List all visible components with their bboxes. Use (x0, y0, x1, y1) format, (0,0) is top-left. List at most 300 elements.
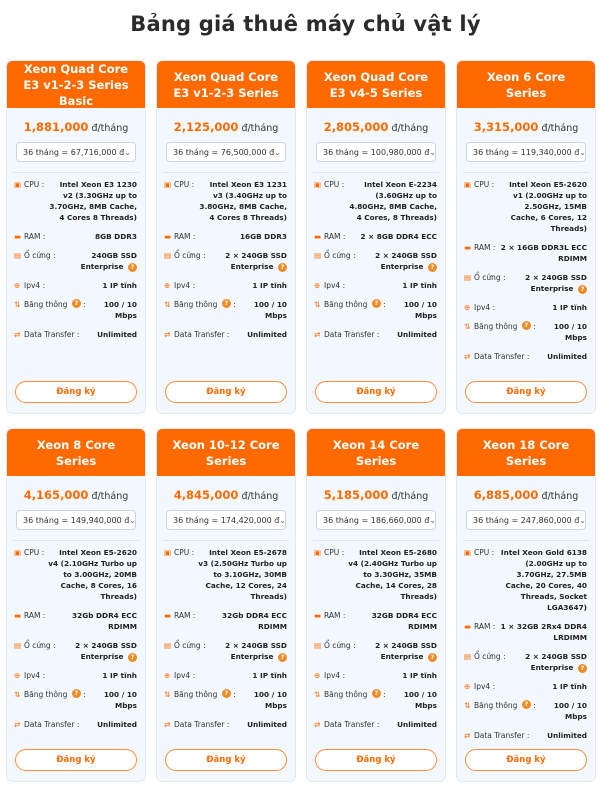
spec-label: Data Transfer : (174, 330, 230, 339)
storage-text: 2 × 240GB SSD Enterprise (225, 641, 287, 661)
memory-icon: ▬ (14, 611, 22, 620)
question-icon[interactable]: ? (222, 299, 231, 308)
spec-label: Ổ cứng : (324, 251, 356, 260)
transfer-icon: ⇄ (314, 330, 321, 339)
plan-price: 4,165,000 (23, 488, 89, 502)
question-icon[interactable]: ? (522, 700, 531, 709)
spec-ram (464, 242, 587, 264)
term-select[interactable] (166, 142, 286, 162)
spec-label: Ổ cứng : (174, 641, 206, 650)
spec-value: Intel Xeon E5-2678 v3 (2.50GHz Turbo up to 3.10GHz, 30MB Cache, 12 Cores, 24 Threads) (198, 548, 287, 601)
plan-price: 4,845,000 (173, 488, 239, 502)
globe-icon: ⊕ (314, 281, 321, 290)
storage-text: 240GB SSD Enterprise (80, 251, 137, 271)
spec-value: 100 / 10 Mbps (103, 690, 137, 710)
transfer-icon: ⇄ (464, 352, 471, 361)
register-button[interactable]: Đăng ký (165, 749, 287, 771)
spec-ipv4 (314, 670, 437, 681)
chip-icon: ▣ (14, 548, 22, 557)
spec-label: Data Transfer : (174, 720, 230, 729)
spec-ipv4 (14, 280, 137, 291)
spec-ipv4 (314, 280, 437, 291)
plan-name-text: Xeon 8 Core Series (36, 437, 116, 468)
disk-icon: ▤ (314, 251, 322, 260)
chevron-down-icon: ⌄ (279, 515, 286, 525)
spec-cpu (164, 179, 287, 223)
spec-label: Ổ cứng : (174, 251, 206, 260)
bandwidth-icon: ⇅ (314, 690, 321, 699)
transfer-icon: ⇄ (464, 731, 471, 740)
question-icon[interactable]: ? (578, 664, 587, 673)
spec-value: 100 / 10 Mbps (403, 300, 437, 320)
spec-label: CPU : (174, 180, 195, 189)
spec-value (60, 640, 137, 662)
spec-value: 1 IP tĩnh (552, 682, 587, 691)
spec-ram (314, 610, 437, 632)
term-value: 36 tháng = 119,340,000 đ (473, 147, 580, 157)
register-button[interactable]: Đăng ký (465, 749, 587, 771)
spec-label: RAM : (474, 622, 496, 631)
spec-label: Ipv4 : (174, 281, 196, 290)
spec-label: Băng thông (324, 300, 368, 309)
chevron-down-icon: ⌄ (274, 147, 281, 157)
spec-label: RAM : (24, 611, 46, 620)
chip-icon: ▣ (464, 548, 472, 557)
spec-value: Intel Xeon Gold 6138 (2.00GHz up to 3.70GHz, 27.5MB Cache, 20 Cores, 40 Threads, Socket LGA3647) (500, 548, 587, 612)
spec-ram (314, 231, 437, 242)
spec-transfer (314, 719, 437, 730)
spec-label: CPU : (474, 180, 495, 189)
plan-card (456, 60, 596, 414)
chip-icon: ▣ (164, 180, 172, 189)
plan-card (6, 60, 146, 414)
spec-value: Intel Xeon E5-2680 v4 (2.40GHz Turbo up to 3.30GHz, 35MB Cache, 14 Cores, 28 Threads) (348, 548, 437, 601)
spec-transfer (464, 730, 587, 741)
spec-label: RAM : (324, 611, 346, 620)
spec-label: Data Transfer : (24, 720, 80, 729)
price-row (307, 116, 445, 134)
transfer-icon: ⇄ (14, 720, 21, 729)
spec-label: Data Transfer : (324, 330, 380, 339)
question-icon[interactable]: ? (128, 653, 137, 662)
price-row (157, 116, 295, 134)
divider (13, 172, 139, 173)
spec-transfer (464, 351, 587, 362)
spec-value: Unlimited (547, 731, 587, 740)
spec-value (510, 272, 587, 294)
spec-bandwidth: ⇅ Băng thông ? : 100 / 10 Mbps (164, 299, 287, 320)
globe-icon: ⊕ (314, 671, 321, 680)
register-button[interactable]: Đăng ký (315, 749, 437, 771)
plan-card (156, 428, 296, 782)
plan-name (307, 429, 445, 476)
plan-name (457, 61, 595, 108)
disk-icon: ▤ (464, 652, 472, 661)
spec-bandwidth: ⇅ Băng thông ? : 100 / 10 Mbps (464, 700, 587, 721)
chevron-down-icon: ⌄ (129, 515, 136, 525)
question-icon[interactable]: ? (278, 263, 287, 272)
spec-label: Ổ cứng : (324, 641, 356, 650)
pricing-grid (6, 60, 606, 782)
bandwidth-icon: ⇅ (14, 690, 21, 699)
spec-value: 1 IP tĩnh (552, 303, 587, 312)
term-value: 36 tháng = 174,420,000 đ (173, 515, 280, 525)
spec-value (360, 250, 437, 272)
price-unit: đ/tháng (541, 491, 579, 502)
term-value: 36 tháng = 76,500,000 đ (173, 147, 275, 157)
spec-label: CPU : (24, 180, 45, 189)
disk-icon: ▤ (464, 273, 472, 282)
chip-icon: ▣ (314, 548, 322, 557)
term-value: 36 tháng = 100,980,000 đ (323, 147, 430, 157)
plan-price: 5,185,000 (323, 488, 389, 502)
register-button[interactable]: Đăng ký (165, 381, 287, 403)
price-row (7, 116, 145, 134)
spec-value: 32Gb DDR4 ECC RDIMM (222, 611, 287, 631)
question-icon[interactable]: ? (522, 321, 531, 330)
spec-label: Băng thông (174, 300, 218, 309)
spec-value: Intel Xeon E5-2620 v4 (2.10GHz Turbo up to 3.00GHz, 20MB Cache, 8 Cores, 16 Threads) (48, 548, 137, 601)
transfer-icon: ⇄ (164, 330, 171, 339)
spec-list (457, 547, 595, 741)
spec-label: RAM : (474, 243, 496, 252)
spec-ipv4 (164, 280, 287, 291)
transfer-icon: ⇄ (14, 330, 21, 339)
spec-value (210, 250, 287, 272)
memory-icon: ▬ (164, 232, 172, 241)
spec-ram (164, 610, 287, 632)
spec-value: 100 / 10 Mbps (253, 300, 287, 320)
spec-transfer (164, 329, 287, 340)
disk-icon: ▤ (14, 641, 22, 650)
spec-transfer (164, 719, 287, 730)
spec-label: Băng thông (24, 690, 68, 699)
spec-ram (164, 231, 287, 242)
storage-text: 2 × 240GB SSD Enterprise (375, 251, 437, 271)
spec-cpu (14, 179, 137, 223)
spec-value: Unlimited (397, 330, 437, 339)
spec-value: 100 / 10 Mbps (553, 701, 587, 721)
spec-value: Unlimited (547, 352, 587, 361)
plan-card (306, 60, 446, 414)
divider (163, 172, 289, 173)
spec-value: 1 × 32GB 2Rx4 DDR4 LRDIMM (500, 622, 587, 642)
chevron-down-icon: ⌄ (429, 147, 436, 157)
divider (313, 172, 439, 173)
storage-text: 2 × 240GB SSD Enterprise (375, 641, 437, 661)
spec-label: CPU : (324, 180, 345, 189)
spec-transfer (14, 329, 137, 340)
spec-cpu (464, 179, 587, 234)
spec-label: Ổ cứng : (24, 251, 56, 260)
spec-ram (14, 231, 137, 242)
spec-ipv4 (164, 670, 287, 681)
register-button[interactable]: Đăng ký (15, 381, 137, 403)
globe-icon: ⊕ (464, 303, 471, 312)
question-icon[interactable]: ? (372, 299, 381, 308)
term-select[interactable] (466, 142, 586, 162)
spec-value: 1 IP tĩnh (102, 281, 137, 290)
plan-name (457, 429, 595, 476)
spec-bandwidth: ⇅ Băng thông ? : 100 / 10 Mbps (464, 321, 587, 342)
question-icon[interactable]: ? (428, 263, 437, 272)
term-select[interactable] (16, 142, 136, 162)
spec-list (7, 547, 145, 730)
spec-cpu (164, 547, 287, 602)
divider (463, 172, 589, 173)
spec-label: Data Transfer : (474, 352, 530, 361)
plan-name-text: Xeon 6 Core Series (486, 69, 566, 100)
spec-cpu (314, 179, 437, 223)
spec-value: Unlimited (247, 720, 287, 729)
plan-name-text: Xeon Quad Core E3 v1-2-3 Series Basic (23, 61, 129, 108)
bandwidth-icon: ⇅ (464, 322, 471, 331)
spec-label: RAM : (24, 232, 46, 241)
spec-bandwidth: ⇅ Băng thông ? : 100 / 10 Mbps (314, 299, 437, 320)
disk-icon: ▤ (164, 251, 172, 260)
term-select[interactable] (316, 510, 436, 530)
spec-value: 100 / 10 Mbps (403, 690, 437, 710)
disk-icon: ▤ (314, 641, 322, 650)
spec-label: Băng thông (474, 701, 518, 710)
spec-value: Intel Xeon E3 1230 v2 (3.30GHz up to 3.70GHz, 8MB Cache, 4 Cores 8 Threads) (49, 180, 137, 222)
spec-label: CPU : (174, 548, 195, 557)
storage-text: 2 × 240GB SSD Enterprise (525, 273, 587, 293)
memory-icon: ▬ (464, 243, 472, 252)
plan-card (6, 428, 146, 782)
spec-storage (164, 640, 287, 662)
spec-value: Intel Xeon E-2234 (3.60GHz up to 4.80GHz, 8MB Cache, 4 Cores, 8 Threads) (349, 180, 437, 222)
plan-name (157, 429, 295, 476)
term-value: 36 tháng = 247,860,000 đ (473, 515, 580, 525)
spec-value: 1 IP tĩnh (402, 281, 437, 290)
plan-name (7, 61, 145, 108)
disk-icon: ▤ (14, 251, 22, 260)
spec-value: Unlimited (97, 330, 137, 339)
memory-icon: ▬ (164, 611, 172, 620)
globe-icon: ⊕ (464, 682, 471, 691)
term-select[interactable] (16, 510, 136, 530)
spec-label: RAM : (324, 232, 346, 241)
question-icon[interactable]: ? (278, 653, 287, 662)
spec-label: Ổ cứng : (474, 652, 506, 661)
spec-value: Unlimited (247, 330, 287, 339)
spec-cpu (314, 547, 437, 602)
question-icon[interactable]: ? (578, 285, 587, 294)
spec-label: Ipv4 : (24, 671, 46, 680)
spec-label: CPU : (324, 548, 345, 557)
chevron-down-icon: ⌄ (429, 515, 436, 525)
term-select[interactable] (466, 510, 586, 530)
spec-label: Ipv4 : (24, 281, 46, 290)
chip-icon: ▣ (464, 180, 472, 189)
price-unit: đ/tháng (241, 491, 279, 502)
spec-label: Ipv4 : (324, 671, 346, 680)
chip-icon: ▣ (14, 180, 22, 189)
plan-name (7, 429, 145, 476)
register-button[interactable]: Đăng ký (15, 749, 137, 771)
plan-name-text: Xeon Quad Core E3 v1-2-3 Series (173, 69, 279, 100)
bandwidth-icon: ⇅ (314, 300, 321, 309)
memory-icon: ▬ (464, 622, 472, 631)
spec-value: 1 IP tĩnh (252, 671, 287, 680)
term-select[interactable] (316, 142, 436, 162)
spec-transfer (314, 329, 437, 340)
plan-name (307, 61, 445, 108)
spec-storage (464, 272, 587, 294)
spec-label: Băng thông (24, 300, 68, 309)
spec-value: 1 IP tĩnh (402, 671, 437, 680)
spec-value: 100 / 10 Mbps (553, 322, 587, 342)
globe-icon: ⊕ (164, 281, 171, 290)
spec-bandwidth: ⇅ Băng thông ? : 100 / 10 Mbps (14, 299, 137, 320)
spec-value (360, 640, 437, 662)
question-icon[interactable]: ? (428, 653, 437, 662)
plan-name-text: Xeon Quad Core E3 v4-5 Series (323, 69, 429, 100)
spec-label: RAM : (174, 611, 196, 620)
spec-bandwidth: ⇅ Băng thông ? : 100 / 10 Mbps (14, 689, 137, 710)
bandwidth-icon: ⇅ (164, 300, 171, 309)
spec-value: Unlimited (97, 720, 137, 729)
spec-label: Băng thông (324, 690, 368, 699)
plan-price: 1,881,000 (23, 120, 89, 134)
memory-icon: ▬ (314, 611, 322, 620)
plan-name-text: Xeon 14 Core Series (332, 437, 420, 468)
globe-icon: ⊕ (14, 671, 21, 680)
price-row (157, 484, 295, 502)
globe-icon: ⊕ (14, 281, 21, 290)
plan-price: 6,885,000 (473, 488, 539, 502)
disk-icon: ▤ (164, 641, 172, 650)
storage-text: 2 × 240GB SSD Enterprise (225, 251, 287, 271)
bandwidth-icon: ⇅ (14, 300, 21, 309)
storage-text: 2 × 240GB SSD Enterprise (525, 652, 587, 672)
spec-label: Data Transfer : (324, 720, 380, 729)
spec-ipv4 (464, 681, 587, 692)
spec-ram (14, 610, 137, 632)
spec-value (60, 250, 137, 272)
spec-ram (464, 621, 587, 643)
divider (313, 540, 439, 541)
spec-list (157, 179, 295, 340)
spec-label: Ipv4 : (474, 303, 496, 312)
price-unit: đ/tháng (91, 123, 129, 134)
chip-icon: ▣ (314, 180, 322, 189)
spec-value: Intel Xeon E5-2620 v1 (2.00GHz up to 2.50GHz, 15MB Cache, 6 Cores, 12 Threads) (509, 180, 587, 233)
chevron-down-icon: ⌄ (579, 515, 586, 525)
chevron-down-icon: ⌄ (124, 147, 131, 157)
spec-label: Ipv4 : (174, 671, 196, 680)
register-button[interactable]: Đăng ký (315, 381, 437, 403)
spec-label: Data Transfer : (474, 731, 530, 740)
spec-storage (14, 640, 137, 662)
term-select[interactable] (166, 510, 286, 530)
spec-ipv4 (464, 302, 587, 313)
spec-label: RAM : (174, 232, 196, 241)
question-icon[interactable]: ? (72, 299, 81, 308)
chevron-down-icon: ⌄ (579, 147, 586, 157)
spec-list (307, 179, 445, 340)
bandwidth-icon: ⇅ (164, 690, 171, 699)
spec-storage (14, 250, 137, 272)
term-value: 36 tháng = 186,660,000 đ (323, 515, 430, 525)
plan-name-text: Xeon 18 Core Series (482, 437, 570, 468)
spec-storage (464, 651, 587, 673)
question-icon[interactable]: ? (222, 689, 231, 698)
price-row (7, 484, 145, 502)
bandwidth-icon: ⇅ (464, 701, 471, 710)
plan-card (306, 428, 446, 782)
spec-list (307, 547, 445, 730)
spec-storage (164, 250, 287, 272)
spec-list (7, 179, 145, 340)
spec-value: 100 / 10 Mbps (253, 690, 287, 710)
spec-bandwidth: ⇅ Băng thông ? : 100 / 10 Mbps (314, 689, 437, 710)
plan-price: 2,125,000 (173, 120, 239, 134)
spec-storage (314, 640, 437, 662)
spec-value: 2 × 8GB DDR4 ECC (360, 232, 437, 241)
spec-list (457, 179, 595, 362)
spec-value: 16GB DDR3 (239, 232, 287, 241)
spec-label: CPU : (474, 548, 495, 557)
term-value: 36 tháng = 67,716,000 đ (23, 147, 125, 157)
memory-icon: ▬ (14, 232, 22, 241)
question-icon[interactable]: ? (72, 689, 81, 698)
spec-label: Ổ cứng : (474, 273, 506, 282)
spec-value: 32GB DDR4 ECC RDIMM (371, 611, 437, 631)
divider (13, 540, 139, 541)
plan-price: 2,805,000 (323, 120, 389, 134)
price-unit: đ/tháng (391, 123, 429, 134)
question-icon[interactable]: ? (372, 689, 381, 698)
spec-ipv4 (14, 670, 137, 681)
price-row (457, 484, 595, 502)
spec-value: 1 IP tĩnh (252, 281, 287, 290)
divider (463, 540, 589, 541)
price-unit: đ/tháng (241, 123, 279, 134)
spec-value: 100 / 10 Mbps (103, 300, 137, 320)
price-unit: đ/tháng (91, 491, 129, 502)
spec-cpu (14, 547, 137, 602)
price-unit: đ/tháng (541, 123, 579, 134)
spec-value (510, 651, 587, 673)
spec-transfer (14, 719, 137, 730)
spec-value: 1 IP tĩnh (102, 671, 137, 680)
spec-label: Data Transfer : (24, 330, 80, 339)
memory-icon: ▬ (314, 232, 322, 241)
spec-list (157, 547, 295, 730)
register-button[interactable]: Đăng ký (465, 381, 587, 403)
spec-storage (314, 250, 437, 272)
plan-card (156, 60, 296, 414)
price-row (457, 116, 595, 134)
spec-value: 2 × 16GB DDR3L ECC RDIMM (500, 243, 587, 263)
spec-label: Ipv4 : (474, 682, 496, 691)
chip-icon: ▣ (164, 548, 172, 557)
question-icon[interactable]: ? (128, 263, 137, 272)
spec-label: Ipv4 : (324, 281, 346, 290)
divider (163, 540, 289, 541)
globe-icon: ⊕ (164, 671, 171, 680)
transfer-icon: ⇄ (164, 720, 171, 729)
spec-label: Ổ cứng : (24, 641, 56, 650)
price-unit: đ/tháng (391, 491, 429, 502)
plan-name-text: Xeon 10-12 Core Series (172, 437, 280, 468)
spec-bandwidth: ⇅ Băng thông ? : 100 / 10 Mbps (164, 689, 287, 710)
spec-label: Băng thông (174, 690, 218, 699)
plan-price: 3,315,000 (473, 120, 539, 134)
spec-cpu (464, 547, 587, 613)
